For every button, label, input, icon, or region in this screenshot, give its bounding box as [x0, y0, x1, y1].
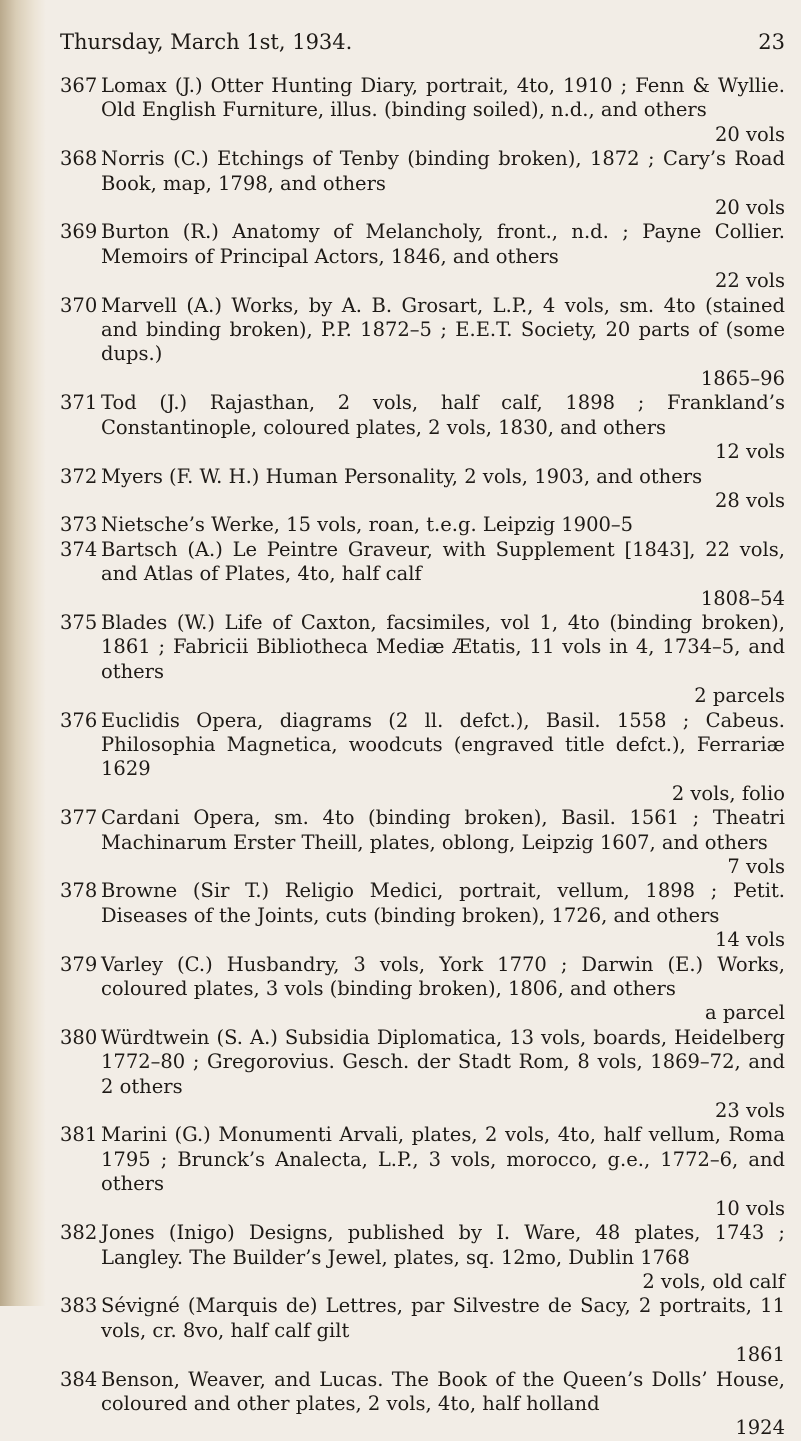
lot-entry — [60, 709, 785, 807]
lot-quantity: 22 vols — [714, 269, 785, 293]
lot-number: 369 — [60, 220, 98, 244]
lot-entry — [60, 1294, 785, 1367]
lot-number: 372 — [60, 464, 98, 488]
lot-quantity: 2 parcels — [694, 684, 785, 708]
lot-text: Marvell (A.) Works, by A. B. Grosart, L.P., 4 vols, sm. 4to (stained and binding broken), P.P. 1872–5 ; E.E.T. Society, 20 parts of (some dups.) — [101, 293, 785, 366]
lot-number: 367 — [60, 74, 98, 97]
lot-quantity: 12 vols — [714, 440, 785, 464]
lot-entry — [60, 1368, 785, 1441]
lot-number: 378 — [60, 879, 98, 903]
lot-text: Varley (C.) Husbandry, 3 vols, York 1770 ; Darwin (E.) Works, coloured plates, 3 vols (binding broken), 1806, and others — [101, 952, 785, 1001]
lot-number: 375 — [60, 610, 98, 634]
lot-description — [101, 953, 785, 1026]
lot-number: 368 — [60, 147, 98, 171]
lot-entry — [60, 513, 785, 537]
page-header — [60, 30, 785, 54]
lot-entry — [60, 1026, 785, 1124]
catalogue-page — [60, 30, 785, 1441]
lot-quantity: 20 vols — [714, 196, 785, 220]
lot-entry — [60, 806, 785, 879]
lot-entry — [60, 220, 785, 293]
lot-description — [101, 1123, 785, 1221]
lot-entry — [60, 294, 785, 392]
lot-description — [101, 1368, 785, 1441]
lot-quantity: 2 vols, folio — [671, 781, 785, 805]
lot-entry — [60, 611, 785, 709]
lot-quantity: 10 vols — [714, 1196, 785, 1220]
lot-quantity: 20 vols — [714, 122, 785, 146]
lot-text: Euclidis Opera, diagrams (2 ll. defct.), Basil. 1558 ; Cabeus. Philosophia Magnetica, woodcuts (engraved title defct.), Ferrariæ 1629 — [101, 708, 785, 781]
lot-number: 371 — [60, 391, 98, 415]
lot-description — [101, 806, 785, 879]
header-date: Thursday, March 1st, 1934. — [60, 30, 353, 54]
lot-number: 370 — [60, 293, 98, 317]
lot-number: 382 — [60, 1221, 98, 1245]
lot-text: Burton (R.) Anatomy of Melancholy, front., n.d. ; Payne Collier. Memoirs of Principal Actors, 1846, and others — [101, 220, 785, 268]
lot-entry — [60, 1221, 785, 1294]
lot-description — [101, 391, 785, 464]
lot-quantity: a parcel — [705, 1001, 785, 1025]
lot-text: Bartsch (A.) Le Peintre Graveur, with Supplement [1843], 22 vols, and Atlas of Plates, 4to, half calf — [101, 537, 785, 586]
lot-description — [101, 709, 785, 807]
lot-quantity: 1865–96 — [700, 366, 785, 390]
lot-text: Würdtwein (S. A.) Subsidia Diplomatica, 13 vols, boards, Heidelberg 1772–80 ; Gregorovius. Gesch. der Stadt Rom, 8 vols, 1869–72, and 2 others — [101, 1025, 785, 1098]
lot-entry — [60, 391, 785, 464]
lot-description — [101, 294, 785, 392]
lot-text: Cardani Opera, sm. 4to (binding broken), Basil. 1561 ; Theatri Machinarum Erster Theill, plates, oblong, Leipzig 1607, and others — [101, 806, 785, 854]
lot-text: Tod (J.) Rajasthan, 2 vols, half calf, 1898 ; Frankland’s Constantinople, coloured plates, 2 vols, 1830, and others — [101, 391, 785, 439]
lot-number: 381 — [60, 1123, 98, 1147]
lot-quantity: 1861 — [735, 1343, 785, 1367]
lot-number: 383 — [60, 1294, 98, 1318]
lot-text: Norris (C.) Etchings of Tenby (binding broken), 1872 ; Cary’s Road Book, map, 1798, and others — [101, 147, 785, 195]
lot-entry — [60, 147, 785, 220]
lot-description — [101, 1294, 785, 1367]
lot-text: Sévigné (Marquis de) Lettres, par Silvestre de Sacy, 2 portraits, 11 vols, cr. 8vo, half calf gilt — [101, 1294, 785, 1342]
lot-description — [101, 538, 785, 611]
lot-description — [101, 879, 785, 952]
lot-description — [101, 220, 785, 293]
lot-entry — [60, 74, 785, 147]
lot-text: Marini (G.) Monumenti Arvali, plates, 2 vols, 4to, half vellum, Roma 1795 ; Brunck’s Analecta, L.P., 3 vols, morocco, g.e., 1772–6, and others — [101, 1123, 785, 1196]
lot-number: 384 — [60, 1367, 98, 1391]
lot-text: Blades (W.) Life of Caxton, facsimiles, vol 1, 4to (binding broken), 1861 ; Fabricii Bibliotheca Mediæ Ætatis, 11 vols in 4, 1734–5, and others — [101, 610, 785, 683]
lot-number: 377 — [60, 806, 98, 830]
lot-quantity: 23 vols — [714, 1099, 785, 1123]
lot-number: 376 — [60, 708, 98, 732]
book-spine-shadow — [0, 0, 46, 1306]
lot-description — [101, 513, 785, 537]
lot-description — [101, 1026, 785, 1124]
lot-text: Lomax (J.) Otter Hunting Diary, portrait, 4to, 1910 ; Fenn & Wyllie. Old English Furniture, illus. (binding soiled), n.d., and others — [101, 74, 785, 122]
lot-quantity: 28 vols — [714, 488, 785, 512]
lot-quantity: 2 vols, old calf — [642, 1269, 785, 1293]
lot-description — [101, 74, 785, 147]
lot-entry — [60, 953, 785, 1026]
lot-text: Nietsche’s Werke, 15 vols, roan, t.e.g. Leipzig 1900–5 — [101, 513, 634, 537]
lot-description — [101, 1221, 785, 1294]
lot-list — [60, 74, 785, 1441]
lot-text: Myers (F. W. H.) Human Personality, 2 vols, 1903, and others — [101, 464, 703, 488]
lot-description — [101, 147, 785, 220]
lot-entry — [60, 879, 785, 952]
lot-number: 373 — [60, 513, 98, 537]
lot-entry — [60, 1123, 785, 1221]
lot-text: Benson, Weaver, and Lucas. The Book of the Queen’s Dolls’ House, coloured and other plates, 2 vols, 4to, half holland — [101, 1367, 785, 1415]
lot-text: Browne (Sir T.) Religio Medici, portrait, vellum, 1898 ; Petit. Diseases of the Joints, cuts (binding broken), 1726, and others — [101, 879, 785, 927]
lot-description — [101, 465, 785, 514]
lot-quantity: 7 vols — [727, 855, 785, 878]
lot-number: 379 — [60, 952, 98, 976]
page-number: 23 — [758, 30, 785, 54]
lot-quantity: 1924 — [735, 1416, 785, 1440]
lot-entry — [60, 465, 785, 514]
lot-number: 380 — [60, 1025, 98, 1049]
lot-quantity: 1808–54 — [700, 586, 785, 610]
lot-description — [101, 611, 785, 709]
lot-number: 374 — [60, 537, 98, 561]
lot-entry — [60, 538, 785, 611]
lot-text: Jones (Inigo) Designs, published by I. Ware, 48 plates, 1743 ; Langley. The Builder’s Jewel, plates, sq. 12mo, Dublin 1768 — [101, 1221, 785, 1269]
lot-quantity: 14 vols — [714, 928, 785, 952]
